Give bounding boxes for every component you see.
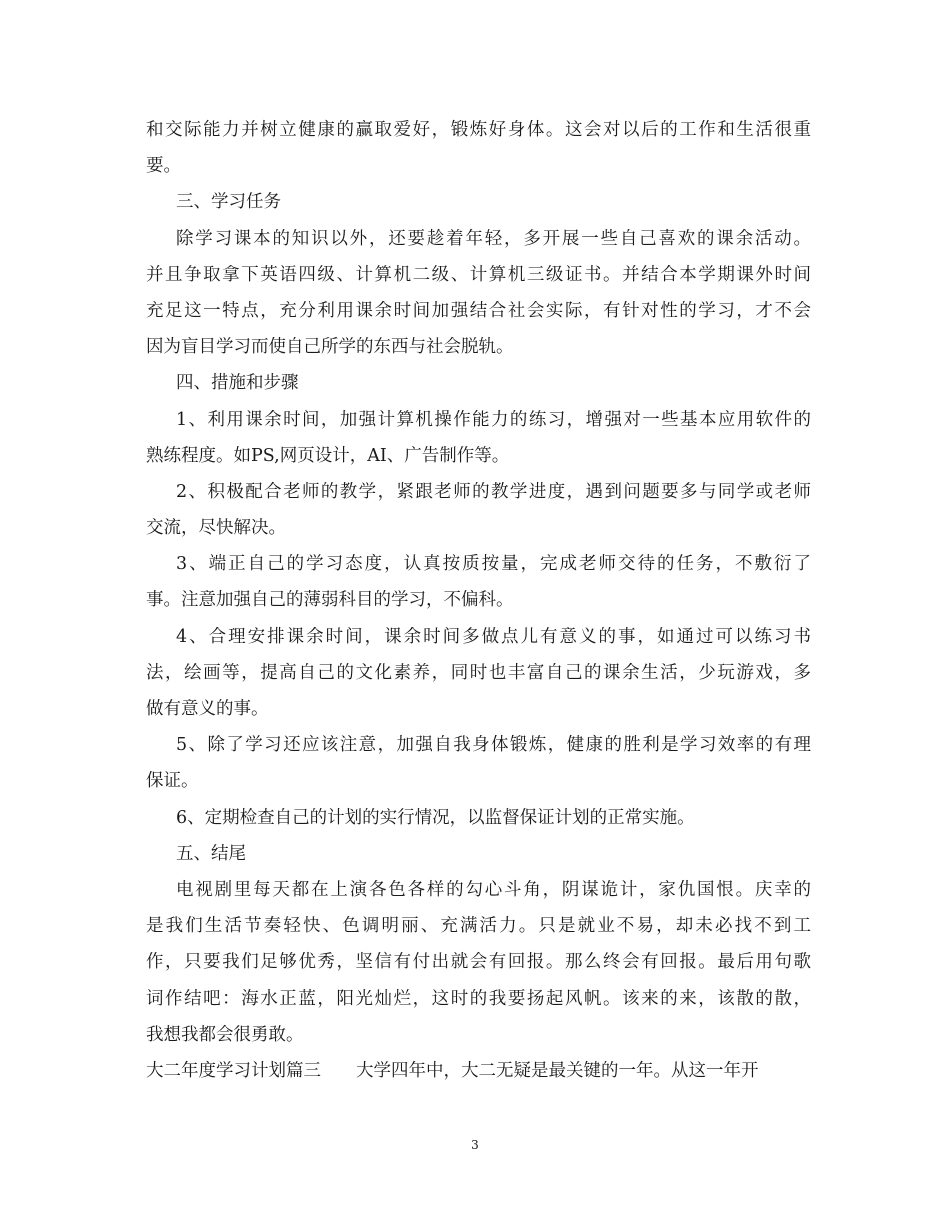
text-line: 3、端正自己的学习态度，认真按质按量，完成老师交待的任务，不敷衍了 [176, 554, 811, 575]
body-text [146, 112, 811, 1089]
text-line: 充足这一特点，充分利用课余时间加强结合社会实际，有针对性的学习，才不会 [146, 300, 811, 321]
page-number: 3 [471, 1138, 479, 1152]
section-heading: 五、结尾 [176, 843, 246, 864]
text-line: 5、除了学习还应该注意，加强自我身体锻炼，健康的胜利是学习效率的有理 [176, 735, 811, 756]
text-line: 和交际能力并树立健康的赢取爱好，锻炼好身体。这会对以后的工作和生活很重 [146, 120, 811, 140]
text-line: 6、定期检查自己的计划的实行情况，以监督保证计划的正常实施。 [176, 807, 695, 828]
text-line: 保证。 [146, 771, 199, 792]
text-line: 电视剧里每天都在上演各色各样的勾心斗角，阴谋诡计，家仇国恨。庆幸的 [176, 879, 811, 900]
text-line: 我想我都会很勇敢。 [146, 1024, 304, 1045]
text-line: 是我们生活节奏轻快、色调明丽、充满活力。只是就业不易，却未必找不到工 [146, 916, 811, 937]
text-line: 并且争取拿下英语四级、计算机二级、计算机三级证书。并结合本学期课外时间 [146, 264, 811, 285]
text-line: 做有意义的事。 [146, 699, 269, 719]
text-line: 交流，尽快解决。 [146, 518, 286, 539]
text-line: 法，绘画等，提高自己的文化素养，同时也丰富自己的课余生活，少玩游戏，多 [146, 662, 811, 683]
text-line: 要。 [146, 156, 181, 177]
text-line: 因为盲目学习而使自己所学的东西与社会脱轨。 [146, 337, 514, 358]
text-line: 除学习课本的知识以外，还要趁着年轻，多开展一些自己喜欢的课余活动。 [176, 228, 811, 249]
text-line: 事。注意加强自己的薄弱科目的学习，不偏科。 [146, 590, 514, 611]
text-line: 词作结吧：海水正蓝，阳光灿烂，这时的我要扬起风帆。该来的来，该散的散， [146, 988, 811, 1009]
section-heading: 四、措施和步骤 [176, 373, 299, 394]
text-line: 作，只要我们足够优秀，坚信有付出就会有回报。那么终会有回报。最后用句歌 [146, 952, 811, 973]
text-line: 1、利用课余时间，加强计算机操作能力的练习，增强对一些基本应用软件的 [176, 409, 811, 430]
text-line: 熟练程度。如PS,网页设计，AI、广告制作等。 [146, 445, 510, 466]
text-line: 2、积极配合老师的教学，紧跟老师的教学进度，遇到问题要多与同学或老师 [176, 481, 811, 502]
text-line: 4、合理安排课余时间，课余时间多做点儿有意义的事，如通过可以练习书 [176, 626, 811, 647]
section-heading: 三、学习任务 [176, 192, 281, 213]
text-line: 大二年度学习计划篇三 大学四年中，大二无疑是最关键的一年。从这一年开 [146, 1060, 759, 1081]
